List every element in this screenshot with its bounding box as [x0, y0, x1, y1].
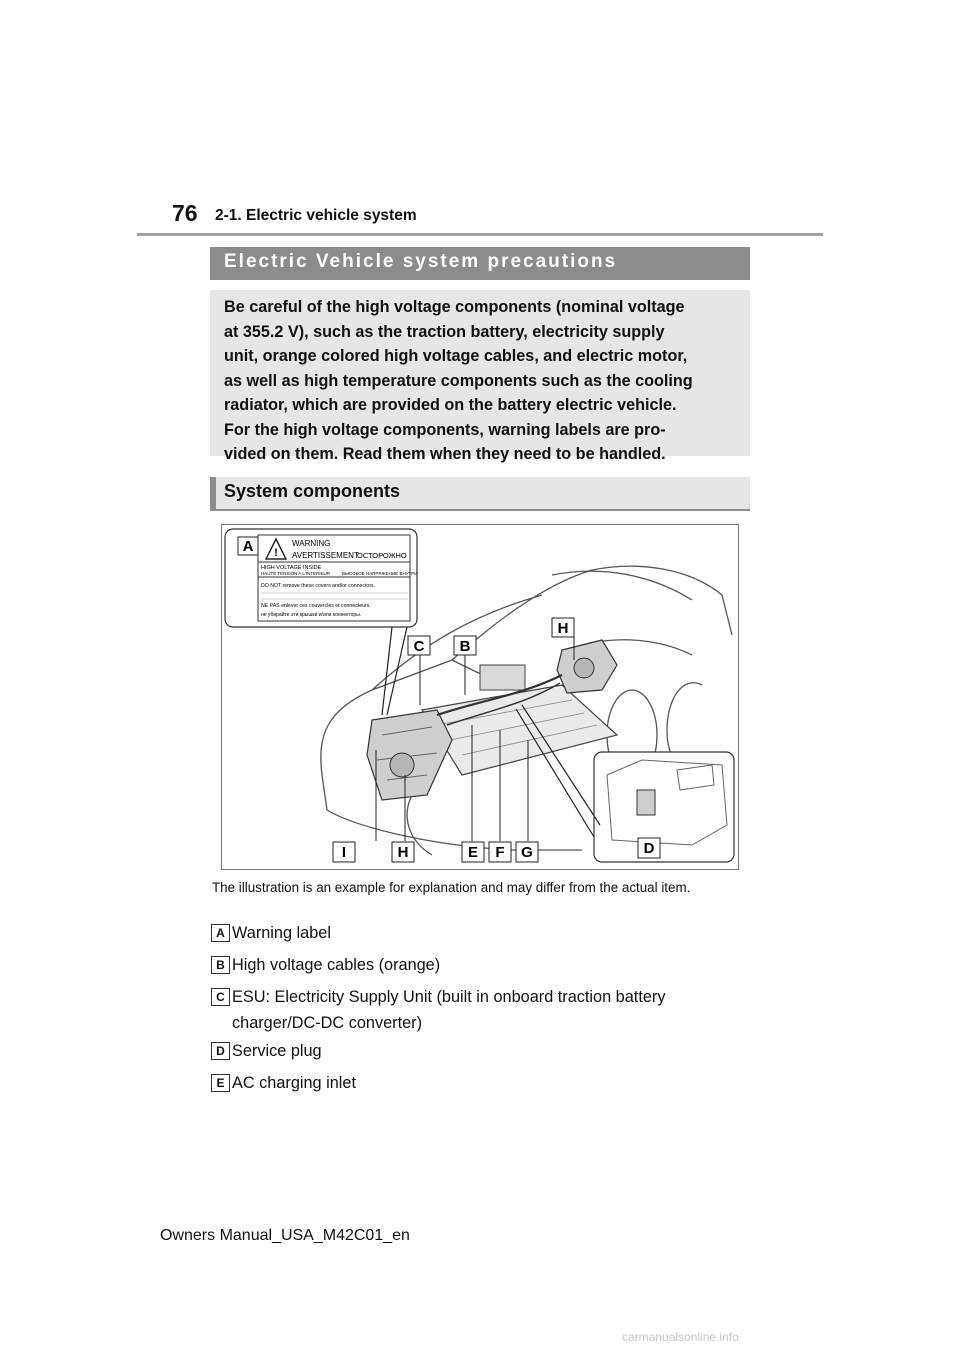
warning-label-line5: HAUTE TENSION A L'INTERIEUR	[261, 571, 331, 576]
header-rule	[137, 233, 823, 236]
warning-label-line7: DO NOT remove these covers and/or connectors.	[261, 583, 376, 589]
callout-d	[638, 838, 660, 858]
callout-f	[489, 842, 511, 862]
warning-label-line9: не убирайте эти крышки и/или коннекторы.	[261, 612, 362, 618]
warning-label-line2: AVERTISSEMENT	[292, 551, 359, 560]
vehicle-diagram	[222, 525, 738, 869]
svg-text:B: B	[459, 638, 471, 655]
warning-label-line6: ВЫСОКОЕ НАПРЯЖЕНИЕ ВНУТРИ	[342, 571, 418, 576]
illustration-caption: The illustration is an example for explanation and may differ from the actual item.	[212, 880, 691, 895]
svg-text:G: G	[521, 844, 533, 861]
svg-text:I: I	[341, 844, 347, 861]
watermark: carmanualsonline.info	[622, 1330, 739, 1344]
item-badge: B	[211, 956, 230, 974]
service-plug-inset	[594, 752, 734, 862]
intro-line-5: radiator, which are provided on the battery electric vehicle.	[224, 396, 677, 414]
svg-text:F: F	[495, 844, 505, 861]
intro-box	[210, 290, 750, 463]
svg-text:H: H	[557, 620, 569, 637]
list-item	[211, 1038, 751, 1064]
intro-line-2: at 355.2 V), such as the traction battery, electricity supply	[224, 322, 665, 341]
callout-a	[238, 537, 258, 555]
warning-label-line8: NE PAS enlever ces couvercles et connecteurs.	[261, 603, 371, 609]
intro-line-6: For the high voltage components, warning labels are pro-	[224, 420, 666, 439]
item-text: ESU: Electricity Supply Unit (built in onboard traction battery charger/DC-DC converter)	[232, 988, 666, 1032]
system-components-illustration	[221, 524, 739, 870]
item-badge: C	[211, 988, 230, 1006]
item-text: AC charging inlet	[232, 1074, 356, 1092]
callout-h-top	[552, 618, 574, 637]
intro-line-1: Be careful of the high voltage components (nominal voltage	[224, 298, 685, 316]
intro-line-3: unit, orange colored high voltage cables, and electric motor,	[224, 347, 688, 365]
page-number: 76	[172, 200, 198, 226]
item-text: Warning label	[232, 924, 331, 942]
components-heading: System components	[210, 477, 750, 511]
svg-text:E: E	[467, 844, 479, 861]
svg-text:H: H	[397, 844, 409, 861]
callout-b	[454, 636, 476, 655]
list-item	[211, 984, 751, 1036]
callout-c	[408, 636, 430, 655]
svg-text:A: A	[242, 538, 254, 555]
item-text: Service plug	[232, 1042, 322, 1060]
callout-e	[462, 842, 484, 862]
intro-line-7: vided on them. Read them when they need to be handled.	[224, 445, 666, 463]
callout-h-bottom	[392, 842, 414, 862]
list-item	[211, 952, 751, 978]
warning-label-line3: ОСТОРОЖНО	[357, 551, 407, 560]
warning-label-line4: HIGH VOLTAGE INSIDE	[261, 565, 322, 571]
list-item	[211, 920, 751, 946]
svg-text:!: !	[274, 547, 278, 559]
item-badge: D	[211, 1042, 230, 1060]
callout-i	[333, 842, 355, 862]
precautions-heading: Electric Vehicle system precautions	[210, 247, 750, 280]
item-text: High voltage cables (orange)	[232, 956, 441, 974]
svg-text:D: D	[643, 840, 655, 857]
warning-label-line1: WARNING	[292, 539, 331, 548]
item-badge: A	[211, 924, 230, 942]
front-drive-unit	[367, 710, 452, 800]
intro-line-4: as well as high temperature components such as the cooling	[224, 371, 693, 390]
svg-text:C: C	[413, 638, 425, 655]
rear-drive-unit	[557, 640, 617, 693]
item-badge: E	[211, 1074, 230, 1092]
section-title: 2-1. Electric vehicle system	[215, 207, 417, 224]
list-item	[211, 1070, 751, 1096]
footer-text: Owners Manual_USA_M42C01_en	[160, 1227, 410, 1244]
callout-g	[516, 842, 538, 862]
